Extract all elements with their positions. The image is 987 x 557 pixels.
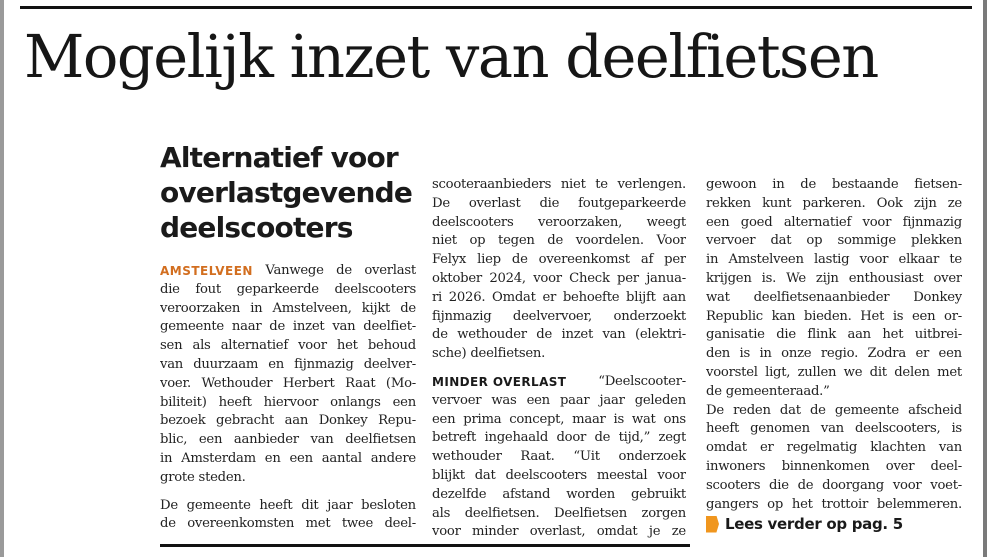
text-line: oktober 2024, voor Check per janua- (432, 270, 686, 286)
text-line: die fout geparkeerde deelscooters (160, 281, 416, 297)
text-line: scooters die de doorgang voor voet- (706, 477, 962, 493)
text-line: fijnmazig deelvervoer, onderzoekt (432, 308, 686, 324)
text-line: scooteraanbieders niet te verlengen. (432, 177, 686, 192)
text-line: rekken kunt parkeren. Ook zijn ze (706, 195, 962, 211)
text-line: blijkt dat deelscooters meestal voor (432, 467, 686, 483)
text-line: een prima concept, maar is wat ons (432, 411, 686, 427)
text-line: vervoer was een paar jaar geleden (432, 392, 686, 408)
read-more-link[interactable] (706, 512, 962, 536)
text-line: gemeente naar de inzet van deelfiet- (160, 319, 416, 335)
subheadline-line: overlastgevende (160, 176, 413, 209)
text-line: de overeenkomsten met twee deel- (160, 516, 416, 532)
text-line: grote steden. (160, 469, 246, 485)
text-line: krijgen is. We zijn enthousiast over (706, 270, 962, 286)
text-line: de gemeenteraad.” (706, 383, 830, 399)
text-line: Felyx liep de overeenkomst af per (432, 252, 686, 268)
page-frame-left (0, 0, 4, 557)
subheadline-line: deelscooters (160, 211, 353, 244)
text-line: niet op tegen de voordelen. Voor (432, 233, 686, 249)
text-line: betreft ingehaald door de tijd,” zegt (432, 430, 686, 446)
text-line: blic, een aanbieder van deelfietsen (160, 432, 416, 448)
text-line: sche) deelfietsen. (432, 346, 546, 362)
text-line: Republic kan bieden. Het is een or- (706, 308, 962, 324)
article-column-3 (706, 176, 962, 514)
text-line: gewoon in de bestaande fietsen- (706, 177, 962, 192)
subheadline (160, 140, 413, 245)
article-column-2 (432, 176, 686, 542)
text-line: ganisatie die flink aan het uitbrei- (706, 327, 962, 343)
article-column-1 (160, 262, 416, 534)
page-frame-right (983, 0, 987, 557)
text-line: MINDER OVERLAST “Deelscooter- (432, 373, 686, 392)
text-line: heeft genomen van deelscooters, is (706, 421, 962, 437)
text-line: voor minder overlast, omdat je ze (432, 524, 686, 540)
text-line: in Amstelveen lastig voor elkaar te (706, 252, 962, 268)
subheadline-line: Alternatief voor (160, 141, 398, 174)
kicker-label: AMSTELVEEN (160, 264, 253, 278)
headline: Mogelijk inzet van deelfietsen (24, 22, 878, 91)
text-line: in Amsterdam en een aantal andere (160, 450, 416, 466)
text-line: wat deelfietsenaanbieder Donkey (706, 289, 962, 305)
text-line: deelscooters veroorzaken, weegt (432, 214, 686, 230)
text-line: vervoer dat op sommige plekken (706, 233, 962, 249)
text-line: De gemeente heeft dit jaar besloten (160, 497, 416, 513)
text-line: de wethouder de inzet van (elektri- (432, 327, 686, 343)
text-line: voorstel ligt, zullen we dit delen met (706, 364, 962, 380)
text-line: van duurzaam en fijnmazig deelver- (160, 356, 416, 372)
text-line: AMSTELVEEN Vanwege de overlast (160, 262, 416, 281)
text-line: den is in onze regio. Zodra er een (706, 346, 962, 362)
text-line: dezelfde afstand worden gebruikt (432, 486, 686, 502)
text-line: wethouder Raat. “Uit onderzoek (432, 449, 686, 465)
text-line: veroorzaken in Amstelveen, kijkt de (160, 300, 416, 316)
text-line: bezoek gebracht aan Donkey Repu- (160, 413, 416, 429)
text-line: een goed alternatief voor fijnmazig (706, 214, 962, 230)
arrow-marker-icon (706, 516, 719, 533)
text-line: biliteit) heeft hiervoor onlangs een (160, 394, 416, 410)
text-line: De reden dat de gemeente afscheid (706, 402, 962, 418)
bottom-rule (160, 544, 690, 547)
text-line: voer. Wethouder Herbert Raat (Mo- (160, 375, 416, 391)
text-line: De overlast die foutgeparkeerde (432, 195, 686, 211)
text-line: ri 2026. Omdat er behoefte blijft aan (432, 289, 686, 305)
section-heading: MINDER OVERLAST (432, 374, 567, 389)
top-rule (20, 6, 972, 9)
text-line: omdat er regelmatig klachten van (706, 440, 962, 456)
read-more-text: Lees verder op pag. 5 (725, 515, 903, 533)
text-line: gangers op het trottoir belemmeren. (706, 496, 962, 512)
text-line: inwoners binnenkomen over deel- (706, 458, 962, 474)
text-line: als deelfietsen. Deelfietsen zorgen (432, 505, 686, 521)
text-line: sen als alternatief voor het behoud (160, 338, 416, 354)
